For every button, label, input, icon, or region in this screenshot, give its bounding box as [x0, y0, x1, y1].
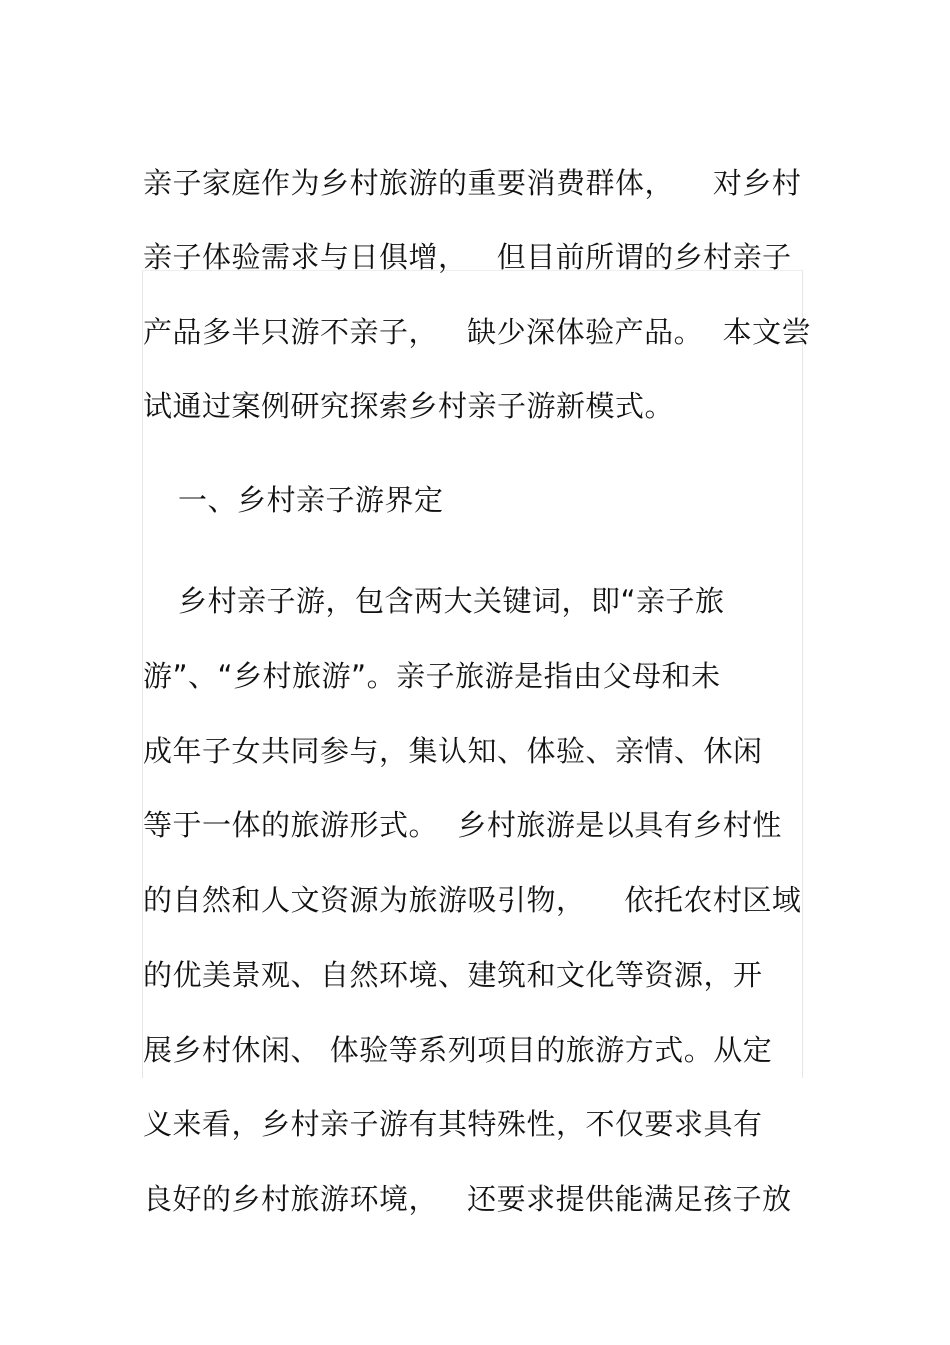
intro-line-2: 亲子体验需求与日俱增， 但目前所谓的乡村亲子 — [143, 240, 792, 274]
body-line-6: 的优美景观、自然环境、建筑和文化等资源，开 — [143, 958, 763, 992]
body-line-4: 等于一体的旅游形式。 乡村旅游是以具有乡村性 — [143, 808, 782, 842]
body-line-9: 良好的乡村旅游环境， 还要求提供能满足孩子放 — [143, 1182, 792, 1216]
body-line-3: 成年子女共同参与，集认知、体验、亲情、休闲 — [143, 734, 763, 768]
intro-line-3: 产品多半只游不亲子， 缺少深体验产品。 本文尝 — [143, 315, 812, 349]
section-heading: 一、乡村亲子游界定 — [178, 483, 444, 517]
body-line-8: 义来看，乡村亲子游有其特殊性，不仅要求具有 — [143, 1107, 763, 1141]
body-line-2: 游”、“乡村旅游”。亲子旅游是指由父母和未 — [143, 659, 721, 693]
body-line-5: 的自然和人文资源为旅游吸引物， 依托农村区域 — [143, 883, 802, 917]
body-line-7: 展乡村休闲、 体验等系列项目的旅游方式。从定 — [143, 1033, 773, 1067]
intro-line-4: 试通过案例研究探索乡村亲子游新模式。 — [143, 389, 675, 423]
intro-line-1: 亲子家庭作为乡村旅游的重要消费群体， 对乡村 — [143, 166, 802, 200]
body-line-1: 乡村亲子游，包含两大关键词，即“亲子旅 — [178, 584, 725, 618]
